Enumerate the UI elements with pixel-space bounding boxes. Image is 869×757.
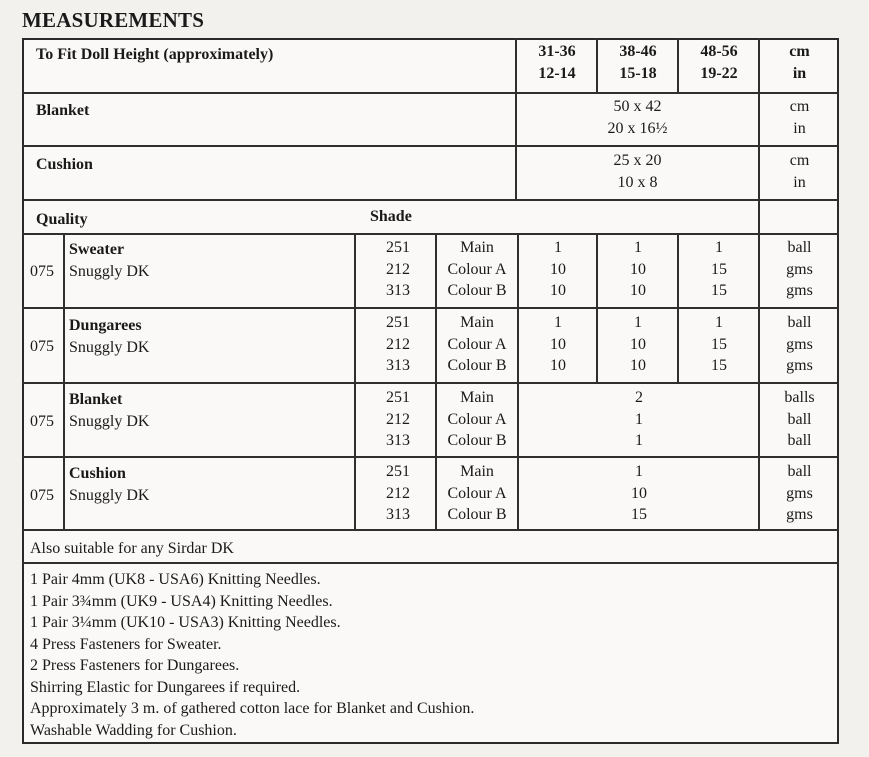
- blanket-units: cm in: [789, 98, 810, 137]
- dungarees-yarn: Dungarees Snuggly DK: [69, 317, 150, 356]
- cushion-amounts: 1 10 15: [631, 463, 647, 523]
- rule: [22, 145, 839, 147]
- blanket-amounts: 2 1 1: [635, 389, 643, 449]
- dungarees-size-1: 1 10 10: [550, 314, 566, 374]
- list-item: Approximately 3 m. of gathered cotton lace for Blanket and Cushion.: [30, 700, 475, 717]
- rule: [22, 92, 839, 94]
- cushion-units: ball gms gms: [786, 463, 813, 523]
- list-item: 1 Pair 3¾mm (UK9 - USA4) Knitting Needles.: [30, 592, 333, 610]
- quality-heading: Quality: [36, 211, 88, 228]
- cushion-colours: Main Colour A Colour B: [447, 463, 507, 523]
- sweater-size-2: 1 10 10: [630, 239, 646, 299]
- blanket-yarn: Blanket Snuggly DK: [69, 391, 150, 430]
- quality-code: 075: [30, 263, 54, 280]
- quality-code: 075: [30, 338, 54, 355]
- rule: [22, 456, 839, 458]
- rule: [22, 382, 839, 384]
- rule: [22, 529, 839, 531]
- cushion-dimensions: 25 x 20 10 x 8: [613, 152, 662, 191]
- shade-heading: Shade: [370, 208, 412, 225]
- cushion-shades: 251 212 313: [386, 463, 410, 523]
- dungarees-colours: Main Colour A Colour B: [447, 314, 507, 374]
- size-3-heading: 48-56 19-22: [700, 43, 738, 82]
- rule: [22, 562, 839, 564]
- suitable-note: Also suitable for any Sirdar DK: [30, 540, 234, 557]
- quality-code: 075: [30, 487, 54, 504]
- dungarees-size-2: 1 10 10: [630, 314, 646, 374]
- dungarees-shades: 251 212 313: [386, 314, 410, 374]
- dungarees-size-3: 1 15 15: [711, 314, 727, 374]
- size-1-heading: 31-36 12-14: [538, 43, 576, 82]
- blanket-size-label: Blanket: [36, 102, 90, 119]
- rule: [22, 307, 839, 309]
- rule: [63, 233, 65, 529]
- cushion-units: cm in: [789, 152, 810, 191]
- requirements-list: [30, 569, 474, 741]
- list-item: Washable Wadding for Cushion.: [30, 721, 237, 739]
- blanket-units: balls ball ball: [784, 389, 815, 449]
- sweater-size-3: 1 15 15: [711, 239, 727, 299]
- list-item: 2 Press Fasteners for Dungarees.: [30, 657, 240, 674]
- cushion-yarn: Cushion Snuggly DK: [69, 465, 150, 504]
- size-2-heading: 38-46 15-18: [619, 43, 657, 82]
- blanket-shades: 251 212 313: [386, 389, 410, 449]
- cushion-size-label: Cushion: [36, 156, 93, 173]
- rule: [22, 233, 839, 235]
- rule: [22, 199, 839, 201]
- sweater-size-1: 1 10 10: [550, 239, 566, 299]
- sweater-yarn: Sweater Snuggly DK: [69, 241, 150, 280]
- units-heading: cm in: [789, 43, 810, 82]
- list-item: 4 Press Fasteners for Sweater.: [30, 635, 222, 653]
- page-title: MEASUREMENTS: [22, 8, 205, 32]
- dungarees-units: ball gms gms: [786, 314, 813, 374]
- list-item: 1 Pair 4mm (UK8 - USA6) Knitting Needles.: [30, 571, 321, 588]
- quality-code: 075: [30, 413, 54, 430]
- sweater-colours: Main Colour A Colour B: [447, 239, 507, 299]
- list-item: 1 Pair 3¼mm (UK10 - USA3) Knitting Needles.: [30, 614, 341, 631]
- sweater-shades: 251 212 313: [386, 239, 410, 299]
- list-item: Shirring Elastic for Dungarees if required.: [30, 678, 301, 696]
- blanket-colours: Main Colour A Colour B: [447, 389, 507, 449]
- blanket-dimensions: 50 x 42 20 x 16½: [607, 98, 668, 137]
- doll-height-label: To Fit Doll Height (approximately): [36, 46, 274, 63]
- sweater-units: ball gms gms: [786, 239, 813, 299]
